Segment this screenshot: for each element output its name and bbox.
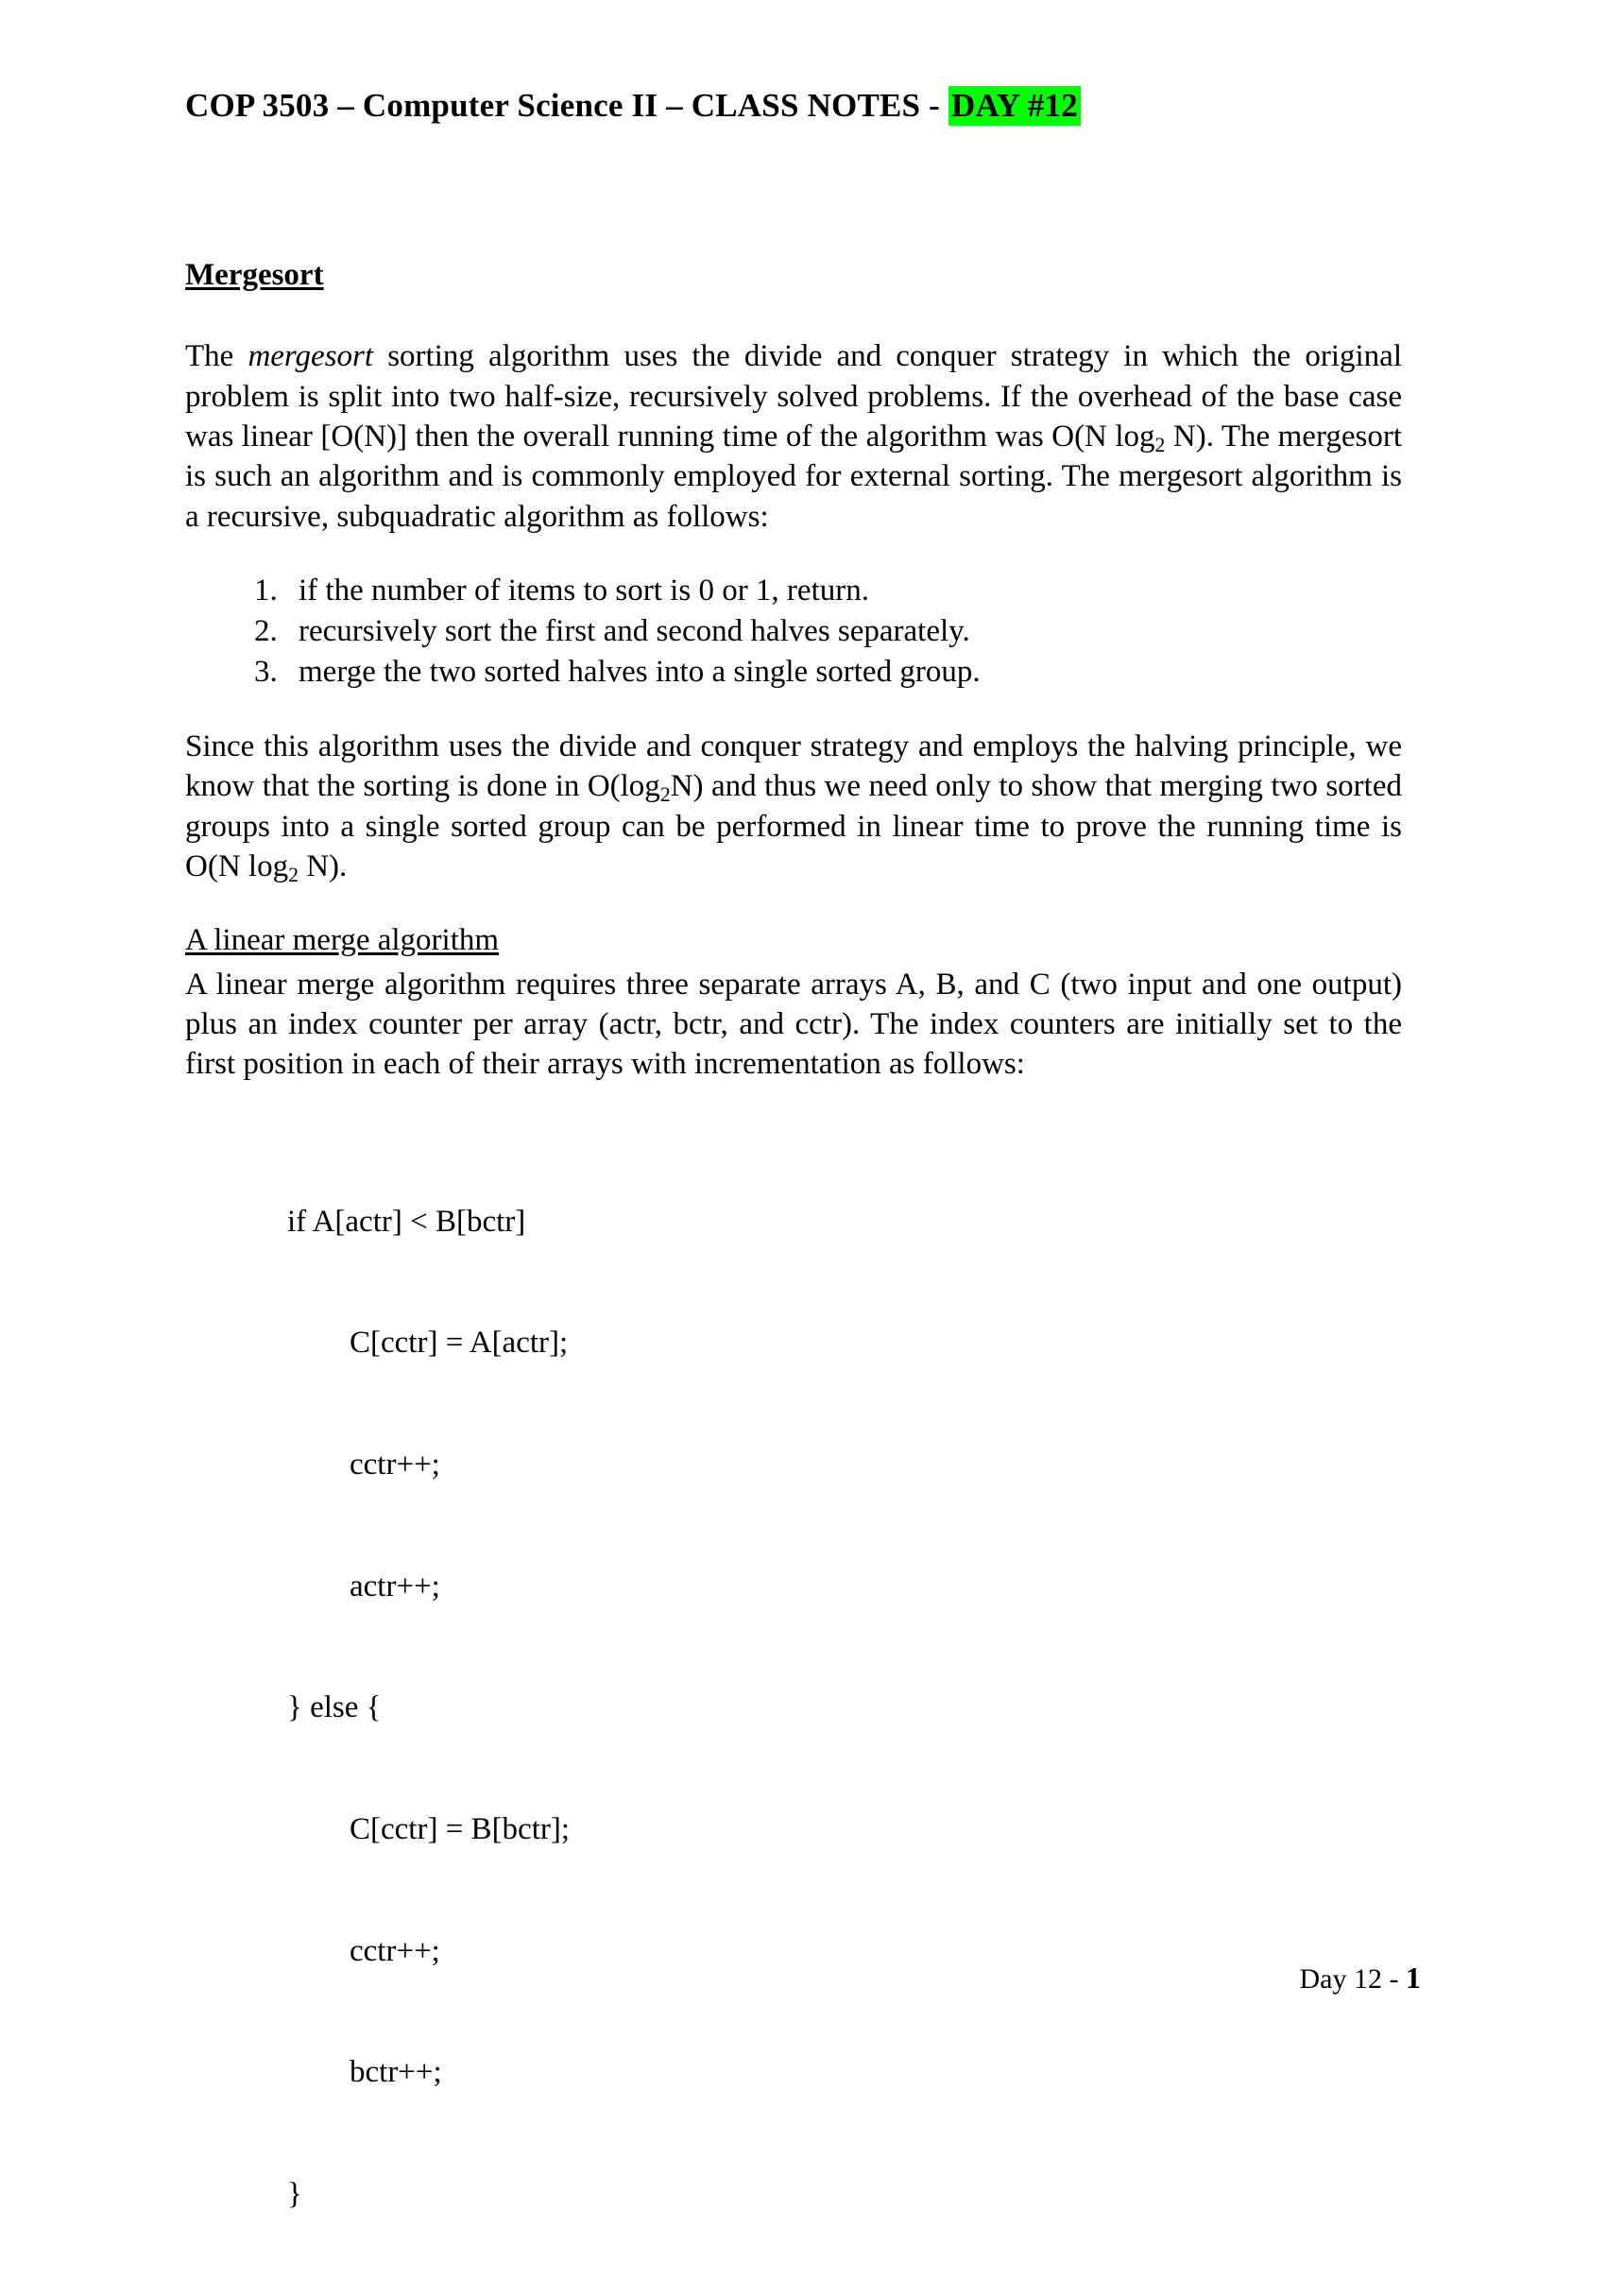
paragraph-running-time [185, 727, 1402, 887]
since-subscript-2a: 2 [659, 783, 671, 807]
code-line: cctr++; [287, 1447, 440, 1482]
since-subscript-2b: 2 [288, 863, 299, 886]
page-header [185, 87, 1423, 125]
intro-emphasis-mergesort: mergesort [248, 339, 374, 374]
subsection-heading-wrap [185, 920, 1402, 960]
list-item: 1. if the number of items to sort is 0 or 1, return. [285, 571, 1402, 611]
code-line: actr++; [287, 1568, 440, 1603]
code-line: bctr++; [287, 2055, 442, 2090]
since-text-part3: N). [298, 849, 348, 884]
paragraph-linear-merge: A linear merge algorithm requires three separate arrays A, B, and C (two input and one output) plus an index counter per array (actr, bctr, and cctr). The index counters are initially set to the first position in each of their arrays with incrementation as follows: [185, 967, 1402, 1082]
footer-label: Day 12 - [1299, 1963, 1406, 1995]
paragraph-mergesort-intro [185, 336, 1402, 537]
section-heading-wrap [185, 255, 1402, 336]
code-line: C[cctr] = B[bctr]; [287, 1811, 571, 1846]
since-text-part2: N) and thus we need only to show that merging two sorted groups into a single sorted group can be performed in linear time to prove the running time is O(N log [185, 769, 1402, 884]
since-text-part1: Since this algorithm uses the divide and conquer strategy and employs the halving principle, we know that the sorting is done in O(log [185, 728, 1402, 804]
day-badge-highlight: DAY #12 [948, 86, 1081, 126]
intro-text-part2: sorting algorithm uses the divide and conquer strategy in which the original problem is split into two half-size, recursively solved problems. If the overhead of the base case was linear [O(N)] then the overall running time of the algorithm was O(N log [185, 339, 1402, 454]
list-item: 3. merge the two sorted halves into a single sorted group. [285, 652, 1402, 693]
code-line: if A[actr] < B[bctr] [287, 1204, 526, 1239]
intro-subscript-2: 2 [1154, 433, 1166, 456]
code-line: cctr++; [287, 1933, 440, 1968]
footer-page-number: 1 [1406, 1961, 1421, 1995]
page-footer [1300, 1961, 1421, 1996]
mergesort-steps-list [185, 571, 1402, 693]
intro-text-part3: N). The mergesort is such an algorithm and is commonly employed for external sorting. The mergesort algorithm is a recursive, subquadratic algorithm as follows: [185, 420, 1402, 534]
section-heading-mergesort: Mergesort [185, 258, 324, 292]
code-block-merge-pseudocode [185, 1121, 1402, 2296]
intro-text-part1: The [185, 339, 248, 374]
code-line: } else { [287, 1690, 382, 1725]
code-line: } [287, 2176, 302, 2211]
document-body [185, 255, 1402, 2296]
header-course-title: COP 3503 – Computer Science II – CLASS NOTES - [185, 87, 948, 124]
subsection-heading-linear-merge: A linear merge algorithm [185, 923, 500, 958]
list-item: 2. recursively sort the first and second halves separately. [285, 611, 1402, 652]
code-line: C[cctr] = A[actr]; [287, 1326, 569, 1361]
